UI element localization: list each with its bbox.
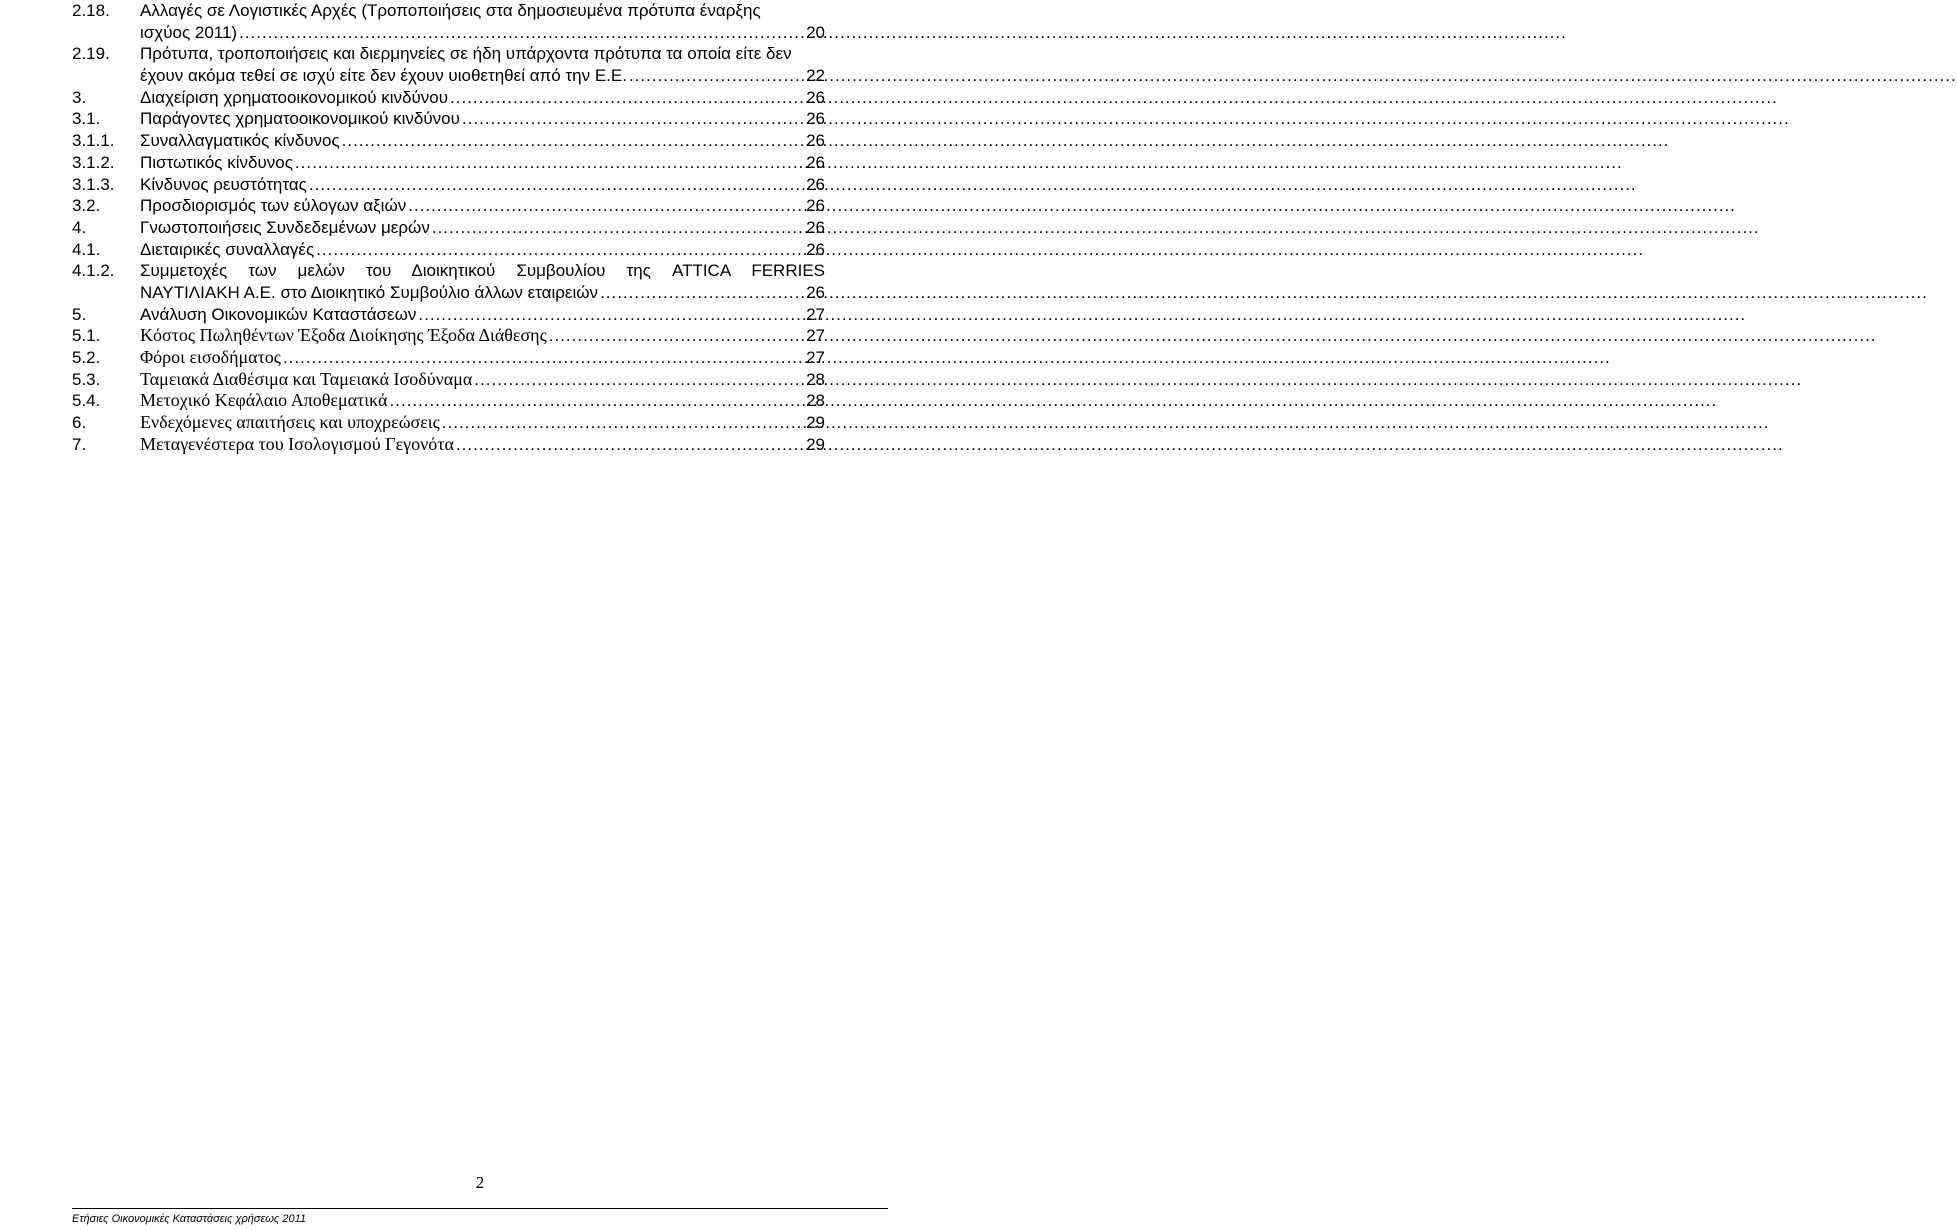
toc-title: Διαχείριση χρηματοοικονομικού κινδύνου [140,87,449,107]
toc-number: 5.4. [72,391,101,411]
toc-page: 28 [806,369,825,389]
toc-entry[interactable] [72,130,825,152]
toc-page: 26 [806,282,825,302]
toc-page: 26 [806,217,825,237]
toc-leader [600,282,802,304]
toc-entry[interactable] [72,217,825,239]
toc-entry[interactable] [72,43,825,86]
toc-leader [309,174,802,196]
toc-page: 20 [806,22,825,42]
document-page [0,0,960,1230]
toc-number: 3.1.2. [72,152,115,172]
toc-title: Κίνδυνος ρευστότητας [140,174,307,194]
toc-leader [316,239,802,261]
toc-number: 5.1. [72,326,101,346]
toc-page: 26 [806,174,825,194]
toc-number: 3.1. [72,109,101,129]
toc-leader [629,65,802,87]
toc-entry[interactable] [72,260,825,303]
toc-page: 27 [806,326,825,346]
toc-title: Φόροι εισοδήματος [140,347,281,367]
toc-number: 3.2. [72,196,101,216]
toc-leader [456,434,802,456]
toc-title: Πιστωτικός κίνδυνος [140,152,293,172]
toc-page: 26 [806,87,825,107]
toc-leader [442,412,802,434]
toc-number: 5. [72,304,87,324]
toc-page: 26 [806,131,825,151]
toc-leader [295,152,802,174]
toc-page: 26 [806,109,825,129]
toc-number: 4.1.2. [72,261,115,281]
toc-number: 5.3. [72,369,101,389]
toc-entry[interactable] [72,434,825,456]
table-of-contents [72,0,825,455]
toc-number: 4. [72,217,87,237]
toc-title: Διεταιρικές συναλλαγές [140,239,315,259]
toc-leader [418,304,802,326]
toc-number: 2.18. [72,1,110,20]
toc-entry[interactable] [72,239,825,261]
toc-leader [408,195,802,217]
toc-page: 28 [806,391,825,411]
toc-title: Ανάλυση Οικονομικών Καταστάσεων [140,304,417,324]
toc-entry[interactable] [72,390,825,412]
toc-number: 3.1.3. [72,174,115,194]
toc-page: 29 [806,413,825,433]
toc-page: 29 [806,434,825,454]
toc-leader [432,217,802,239]
toc-leader [450,87,802,109]
page-number: 2 [475,1173,485,1192]
toc-entry[interactable] [72,87,825,109]
toc-title: Προσδιορισμός των εύλογων αξιών [140,196,407,216]
toc-page: 26 [806,239,825,259]
toc-title-continued: έχουν ακόμα τεθεί σε ισχύ είτε δεν έχουν υιοθετηθεί από την Ε.Ε. [140,66,627,86]
toc-leader [474,369,802,391]
toc-leader [389,390,802,412]
toc-title: Αλλαγές σε Λογιστικές Αρχές (Τροποποιήσεις στα δημοσιευμένα πρότυπα έναρξης [140,1,761,20]
toc-number: 3. [72,87,87,107]
toc-entry[interactable] [72,195,825,217]
toc-title: Κόστος Πωληθέντων Έξοδα Διοίκησης Έξοδα Διάθεσης [140,325,547,346]
toc-title: Συμμετοχές των μελών του Διοικητικού Συμβουλίου της ATTICA FERRIES [140,261,825,281]
toc-title: Πρότυπα, τροποποιήσεις και διερμηνείες σε ήδη υπάρχοντα πρότυπα τα οποία είτε δεν [140,44,792,64]
toc-entry[interactable] [72,325,825,347]
toc-number: 7. [72,434,87,454]
toc-page: 26 [806,196,825,216]
toc-title: Μεταγενέστερα του Ισολογισμού Γεγονότα [140,433,454,454]
footer-divider [72,1208,888,1209]
toc-number: 5.2. [72,348,101,367]
toc-leader [549,325,802,347]
footer-running-text: Ετήσιες Οικονομικές Καταστάσεις χρήσεως 2011 [72,1213,306,1225]
toc-title: Παράγοντες χρηματοοικονομικού κινδύνου [140,109,460,129]
toc-entry[interactable] [72,174,825,196]
toc-entry[interactable] [72,304,825,326]
toc-title-continued: ισχύος 2011) [140,22,238,42]
toc-number: 3.1.1. [72,131,115,151]
toc-entry[interactable] [72,0,825,43]
toc-leader [342,130,802,152]
toc-leader [462,108,802,130]
toc-entry[interactable] [72,347,825,369]
toc-number: 6. [72,413,87,433]
toc-number: 2.19. [72,44,110,64]
toc-page: 26 [806,152,825,172]
toc-title-continued: ΝΑΥΤΙΛΙΑΚΗ Α.Ε. στο Διοικητικό Συμβούλιο άλλων εταιρειών [140,282,599,302]
toc-title: Ενδεχόμενες απαιτήσεις και υποχρεώσεις [140,412,440,433]
toc-entry[interactable] [72,108,825,130]
toc-title: Ταμειακά Διαθέσιμα και Ταμειακά Ισοδύναμα [140,368,473,389]
toc-entry[interactable] [72,412,825,434]
toc-page: 27 [806,348,825,367]
toc-title: Μετοχικό Κεφάλαιο Αποθεματικά [140,390,388,411]
toc-entry[interactable] [72,152,825,174]
toc-page: 22 [806,66,825,86]
toc-page: 27 [806,304,825,324]
toc-title: Συναλλαγματικός κίνδυνος [140,131,340,151]
toc-title: Γνωστοποιήσεις Συνδεδεμένων μερών [140,217,430,237]
toc-leader [239,22,802,44]
toc-leader [283,347,802,369]
toc-number: 4.1. [72,239,101,259]
toc-entry[interactable] [72,369,825,391]
